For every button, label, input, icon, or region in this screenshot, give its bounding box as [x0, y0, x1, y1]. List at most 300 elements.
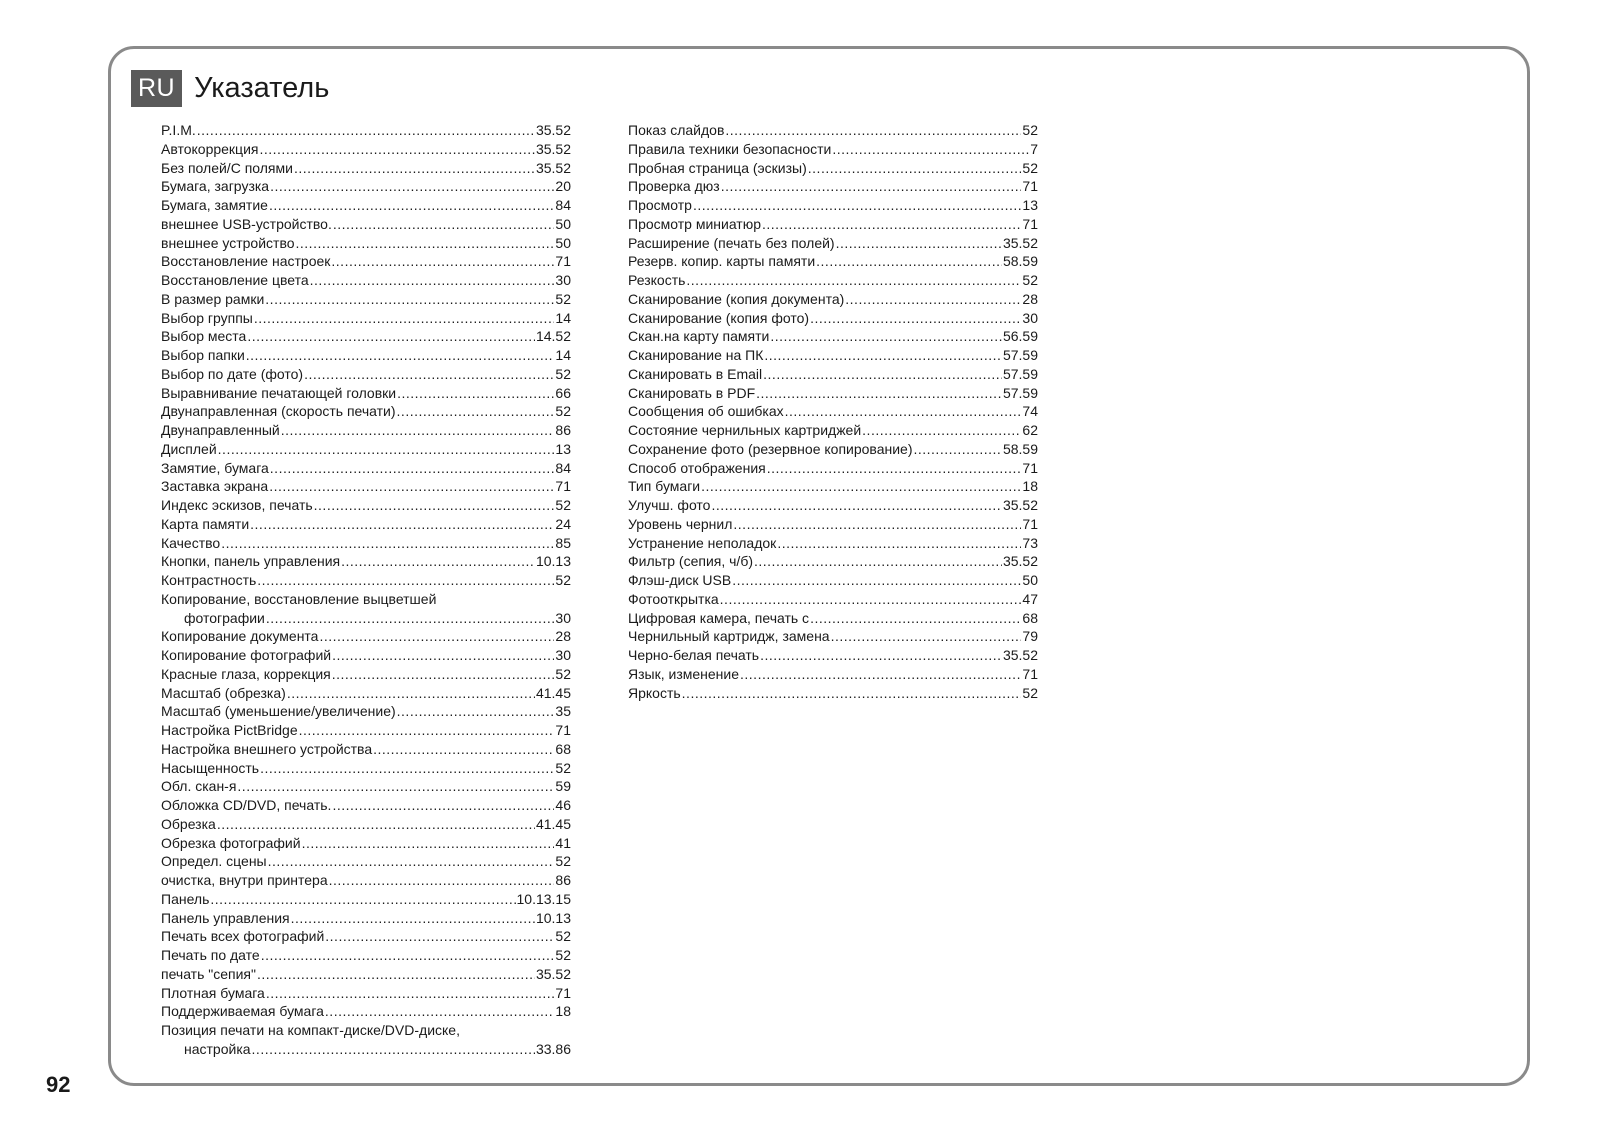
index-entry [161, 965, 571, 984]
leader-dots [294, 159, 535, 178]
index-entry-term: Обрезка фотографий [161, 834, 301, 851]
index-entry-term: Флэш-диск USB [628, 572, 732, 588]
index-entry [628, 646, 1038, 665]
index-entry-page: 71 [555, 984, 571, 1001]
leader-dots [197, 121, 535, 140]
index-entry-page: 18 [555, 1003, 571, 1020]
index-entry-page: 41.45 [535, 684, 571, 701]
index-entry-continuation: фотографии [184, 609, 265, 626]
index-entry-term: Черно-белая печать [628, 647, 760, 663]
index-entry-term: Резерв. копир. карты памяти [628, 253, 816, 270]
leader-dots [329, 871, 555, 890]
index-entry-term: Заставка экрана [161, 478, 269, 495]
index-header [131, 70, 329, 107]
index-entry [161, 815, 571, 834]
index-entry-term: Правила техники безопасности [628, 140, 832, 157]
page-number: 92 [46, 1072, 71, 1097]
index-entry-page: 52 [555, 572, 571, 588]
index-entry-page: 52 [555, 665, 571, 682]
index-entry-page: 13 [555, 440, 571, 457]
index-entry-page: 7 [1030, 140, 1038, 157]
index-entry-term: Настройка внешнего устройства [161, 740, 373, 757]
index-entry-page: 84 [555, 459, 571, 476]
index-entry-page: 58.59 [1002, 440, 1038, 457]
index-entry-page: 84 [555, 197, 571, 213]
index-entry-term: Двунаправленная (скорость печати) [161, 403, 396, 420]
index-entry-term: Качество [161, 534, 221, 551]
leader-dots [314, 496, 555, 515]
index-entry-term: Кнопки, панель управления [161, 553, 341, 570]
index-entry-page: 71 [555, 722, 571, 738]
leader-dots [701, 477, 1021, 496]
index-entry [628, 684, 1038, 703]
index-entry-term: Плотная бумага [161, 984, 265, 1001]
leader-dots [332, 796, 554, 815]
index-entry-page: 56.59 [1002, 328, 1038, 345]
leader-dots [266, 609, 555, 628]
index-entry-page: 52 [1022, 272, 1038, 288]
index-entry-page: 52 [555, 290, 571, 307]
index-entry-term: Состояние чернильных картриджей [628, 422, 862, 438]
index-entry-page: 41.45 [535, 815, 571, 832]
leader-dots [777, 534, 1021, 553]
index-entry [161, 159, 571, 178]
leader-dots [732, 571, 1021, 590]
index-entry-term: Копирование документа [161, 628, 319, 645]
index-entry-page: 50 [555, 234, 571, 251]
leader-dots [831, 627, 1022, 646]
leader-dots [257, 571, 554, 590]
index-entry-page: 52 [555, 853, 571, 870]
index-entry-page: 18 [1022, 478, 1038, 495]
leader-dots [269, 477, 554, 496]
index-entry-page: 20 [555, 178, 571, 195]
leader-dots [332, 646, 554, 665]
index-entry [161, 121, 571, 140]
index-entry [161, 384, 571, 403]
index-entry [161, 327, 571, 346]
leader-dots [740, 665, 1021, 684]
leader-dots [810, 309, 1021, 328]
index-entry-page: 73 [1022, 534, 1038, 551]
index-entry-page: 28 [555, 628, 571, 645]
leader-dots [764, 346, 1002, 365]
leader-dots [257, 965, 535, 984]
index-entry-term: Сообщения об ошибках [628, 403, 784, 420]
index-entry-page: 10.13.15 [516, 890, 571, 907]
index-entry-term: Панель управления [161, 909, 290, 926]
leader-dots [333, 215, 555, 234]
leader-dots [265, 290, 554, 309]
index-entry-term: Обрезка [161, 815, 216, 832]
leader-dots [770, 327, 1002, 346]
index-entry [628, 121, 1038, 140]
index-entry-page: 52 [1022, 159, 1038, 176]
index-entry-page: 47 [1022, 590, 1038, 607]
index-entry-page: 30 [555, 272, 571, 288]
index-entry-page: 14.52 [535, 328, 571, 345]
leader-dots [754, 552, 1002, 571]
index-entry-term: Сканировать в PDF [628, 384, 756, 401]
index-entry-term: Проверка дюз [628, 178, 720, 195]
index-entry [161, 309, 571, 328]
index-entry [628, 327, 1038, 346]
index-entry [628, 159, 1038, 178]
leader-dots [218, 440, 555, 459]
leader-dots [397, 702, 555, 721]
index-entry [628, 665, 1038, 684]
index-entry [161, 477, 571, 496]
index-entry [628, 252, 1038, 271]
index-entry [161, 1040, 571, 1059]
leader-dots [397, 384, 554, 403]
index-entry-page: 52 [1022, 684, 1038, 701]
index-entry-page: 52 [555, 947, 571, 963]
index-entry-term: Цифровая камера, печать с [628, 609, 810, 626]
index-entry-page: 71 [1022, 215, 1038, 232]
index-entry [161, 421, 571, 440]
index-entry [161, 890, 571, 909]
index-entry [628, 590, 1038, 609]
leader-dots [733, 515, 1021, 534]
index-entry [161, 946, 571, 965]
index-entry-page: 35.52 [535, 122, 571, 138]
index-entry-page: 58.59 [1002, 253, 1038, 270]
index-entry-term: Позиция печати на компакт-диске/DVD-диске, [161, 1022, 460, 1038]
index-entry [161, 740, 571, 759]
leader-dots [260, 759, 554, 778]
leader-dots [247, 327, 535, 346]
index-entry-page: 30 [555, 609, 571, 626]
leader-dots [269, 196, 554, 215]
leader-dots [760, 646, 1002, 665]
index-entry-term: Фильтр (сепия, ч/б) [628, 553, 753, 570]
index-entry-term: Сканирование на ПК [628, 347, 764, 363]
language-badge: RU [131, 70, 182, 107]
index-entry [628, 421, 1038, 440]
index-entry-page: 86 [555, 872, 571, 888]
index-entry-term: Копирование фотографий [161, 647, 332, 663]
index-entry [161, 252, 571, 271]
index-entry [628, 365, 1038, 384]
index-entry [628, 459, 1038, 478]
leader-dots [913, 440, 1001, 459]
index-entry-term: Красные глаза, коррекция [161, 665, 331, 682]
index-entry-term: Выбор по дате (фото) [161, 365, 304, 382]
index-entry-term: Резкость [628, 272, 686, 288]
index-entry [161, 365, 571, 384]
index-entry-term: Панель [161, 890, 210, 907]
index-entry-term: Просмотр [628, 197, 692, 213]
index-entry-page: 33.86 [535, 1040, 571, 1057]
leader-dots [287, 684, 535, 703]
index-entry-page: 52 [555, 759, 571, 776]
index-entry-term: Просмотр миниатюр [628, 215, 761, 232]
index-entry [628, 402, 1038, 421]
index-entry-term: Способ отображения [628, 459, 766, 476]
leader-dots [246, 346, 555, 365]
index-entry-term: Яркость [628, 684, 681, 701]
leader-dots [845, 290, 1021, 309]
index-entry [161, 665, 571, 684]
index-entry-term: Сканирование (копия документа) [628, 290, 845, 307]
leader-dots [762, 215, 1021, 234]
index-entry [628, 196, 1038, 215]
index-entry [161, 702, 571, 721]
index-entry-page: 35.52 [535, 140, 571, 157]
index-entry-term: Автокоррекция [161, 140, 259, 157]
leader-dots [808, 159, 1022, 178]
index-entry [161, 459, 571, 478]
index-entry-page: 14 [555, 309, 571, 326]
index-entry [628, 346, 1038, 365]
index-entry-page: 59 [555, 778, 571, 795]
index-entry-page: 35.52 [1002, 553, 1038, 570]
index-entry-page: 85 [555, 534, 571, 551]
leader-dots [221, 534, 554, 553]
page-title: Указатель [194, 72, 330, 104]
leader-dots [763, 365, 1002, 384]
index-entry [161, 571, 571, 590]
index-entry-page: 10.13 [535, 553, 571, 570]
index-entry-term: P.I.M. [161, 122, 196, 138]
index-entry-page: 71 [1022, 459, 1038, 476]
index-entry-page: 57.59 [1002, 347, 1038, 363]
leader-dots [310, 271, 555, 290]
index-entry [628, 552, 1038, 571]
index-entry [628, 571, 1038, 590]
leader-dots [725, 121, 1021, 140]
leader-dots [319, 627, 554, 646]
index-entry-continuation: настройка [184, 1040, 251, 1057]
index-entry-page: 14 [555, 347, 571, 363]
index-entry-term: Копирование, восстановление выцветшей [161, 590, 437, 607]
index-entry [161, 234, 571, 253]
index-entry-page: 86 [555, 422, 571, 438]
index-entry [161, 440, 571, 459]
index-entry-page: 13 [1022, 197, 1038, 213]
index-entry [161, 215, 571, 234]
index-entry-page: 71 [555, 253, 571, 270]
index-entry-term: Индекс эскизов, печать [161, 497, 313, 513]
index-entry-page: 30 [1022, 309, 1038, 326]
index-entry-term: очистка, внутри принтера [161, 872, 328, 888]
leader-dots [296, 234, 555, 253]
index-entry [161, 984, 571, 1003]
index-entry-page: 62 [1022, 422, 1038, 438]
index-entry [161, 627, 571, 646]
leader-dots [210, 890, 515, 909]
index-entry-term: Выравнивание печатающей головки [161, 384, 397, 401]
leader-dots [331, 252, 554, 271]
index-entry-page: 50 [555, 215, 571, 232]
leader-dots [302, 834, 555, 853]
index-entry-page: 30 [555, 647, 571, 663]
index-entry [161, 909, 571, 928]
index-entry [628, 496, 1038, 515]
index-entry [161, 721, 571, 740]
index-entry-term: Пробная страница (эскизы) [628, 159, 807, 176]
leader-dots [261, 946, 555, 965]
index-entry [628, 215, 1038, 234]
index-entry-page: 50 [1022, 572, 1038, 588]
index-entry-page: 71 [555, 478, 571, 495]
index-entry [161, 515, 571, 534]
index-entry [161, 871, 571, 890]
leader-dots [281, 421, 555, 440]
index-entry [161, 496, 571, 515]
index-entry-term: Карта памяти [161, 515, 250, 532]
leader-dots [217, 815, 535, 834]
index-entry-page: 66 [555, 384, 571, 401]
index-entry-term: Обл. скан-я [161, 778, 237, 795]
index-entry-page: 52 [555, 365, 571, 382]
index-entry-term: Расширение (печать без полей) [628, 234, 835, 251]
leader-dots [268, 852, 555, 871]
index-entry-page: 57.59 [1002, 384, 1038, 401]
index-entry-term: печать "сепия" [161, 965, 256, 982]
index-entry-term: Устранение неполадок [628, 534, 777, 551]
index-entry-page: 52 [555, 497, 571, 513]
index-entry-page: 35.52 [535, 965, 571, 982]
index-entry [628, 477, 1038, 496]
index-entry-term: Замятие, бумага [161, 459, 269, 476]
index-entry [161, 402, 571, 421]
leader-dots [397, 402, 555, 421]
index-entry-page: 52 [555, 403, 571, 420]
index-entry [628, 440, 1038, 459]
leader-dots [341, 552, 535, 571]
leader-dots [721, 177, 1022, 196]
index-entry-page: 24 [555, 515, 571, 532]
index-entry-page: 71 [1022, 178, 1038, 195]
leader-dots [832, 140, 1029, 159]
index-entry-page: 52 [555, 928, 571, 945]
index-entry-term: Настройка PictBridge [161, 722, 298, 738]
index-entry-term: Язык, изменение [628, 665, 740, 682]
index-entry-term: В размер рамки [161, 290, 265, 307]
leader-dots [862, 421, 1021, 440]
leader-dots [304, 365, 554, 384]
index-entry [161, 177, 571, 196]
index-entry [161, 684, 571, 703]
leader-dots [325, 1002, 555, 1021]
index-entry-term: Сохранение фото (резервное копирование) [628, 440, 913, 457]
index-entry-page: 71 [1022, 665, 1038, 682]
index-entry-term: внешнее USB-устройство. [161, 215, 332, 232]
index-entry-page: 10.13 [535, 909, 571, 926]
leader-dots [373, 740, 554, 759]
index-entry-term: Восстановление настроек [161, 253, 331, 270]
index-entry-term: Сканирование (копия фото) [628, 309, 810, 326]
index-entry-page: 28 [1022, 290, 1038, 307]
index-entry [161, 290, 571, 309]
leader-dots [785, 402, 1022, 421]
leader-dots [682, 684, 1022, 703]
index-entry [161, 834, 571, 853]
index-column-left [161, 121, 571, 1059]
leader-dots [266, 984, 555, 1003]
index-column-right [628, 121, 1038, 702]
index-entry [628, 140, 1038, 159]
leader-dots [237, 777, 554, 796]
index-entry [161, 927, 571, 946]
index-entry [161, 271, 571, 290]
index-entry [161, 646, 571, 665]
index-entry-term: Выбор папки [161, 347, 245, 363]
leader-dots [686, 271, 1021, 290]
leader-dots [711, 496, 1001, 515]
index-entry [628, 384, 1038, 403]
index-entry [161, 796, 571, 815]
leader-dots [252, 1040, 535, 1059]
index-entry-term: Без полей/С полями [161, 159, 293, 176]
index-entry-term: Улучш. фото [628, 497, 711, 513]
index-entry [628, 534, 1038, 553]
index-entry [161, 1002, 571, 1021]
index-entry-term: Двунаправленный [161, 422, 280, 438]
index-entry [161, 609, 571, 628]
index-entry-page: 79 [1022, 628, 1038, 645]
index-entry-page: 71 [1022, 515, 1038, 532]
index-entry-term: Масштаб (уменьшение/увеличение) [161, 703, 396, 720]
index-entry-page: 52 [1022, 122, 1038, 138]
index-entry-page: 68 [555, 740, 571, 757]
index-entry-page: 35.52 [535, 159, 571, 176]
index-entry-term: Поддерживаемая бумага [161, 1003, 324, 1020]
index-entry-term: Обложка CD/DVD, печать. [161, 797, 332, 813]
index-entry-term: Выбор места [161, 328, 247, 345]
index-entry-term: Сканировать в Email [628, 365, 763, 382]
index-entry-term: Контрастность [161, 572, 257, 588]
index-entry-term: внешнее устройство [161, 234, 295, 251]
index-entry-term: Дисплей [161, 440, 217, 457]
index-entry [161, 777, 571, 796]
index-entry [161, 759, 571, 778]
index-entry [628, 177, 1038, 196]
leader-dots [810, 609, 1021, 628]
index-entry [161, 346, 571, 365]
leader-dots [756, 384, 1002, 403]
index-entry [161, 552, 571, 571]
index-entry-page: 35.52 [1002, 234, 1038, 251]
leader-dots [836, 234, 1002, 253]
index-entry-term: Определ. сцены [161, 853, 267, 870]
index-entry [628, 627, 1038, 646]
index-entry [161, 196, 571, 215]
index-entry [628, 234, 1038, 253]
index-entry [628, 515, 1038, 534]
leader-dots [291, 909, 535, 928]
leader-dots [299, 721, 555, 740]
index-entry-page: 41 [555, 834, 571, 851]
index-entry [628, 309, 1038, 328]
index-entry-page: 68 [1022, 609, 1038, 626]
leader-dots [250, 515, 554, 534]
index-entry-term: Фотооткрытка [628, 590, 719, 607]
index-entry-term: Чернильный картридж, замена [628, 628, 830, 645]
leader-dots [720, 590, 1022, 609]
index-entry-page: 57.59 [1002, 365, 1038, 382]
index-entry-term: Бумага, загрузка [161, 178, 270, 195]
leader-dots [693, 196, 1021, 215]
leader-dots [325, 927, 554, 946]
index-entry-page: 46 [555, 797, 571, 813]
index-entry [628, 290, 1038, 309]
index-entry-term: Печать по дате [161, 947, 260, 963]
index-entry-term: Показ слайдов [628, 122, 725, 138]
index-entry [161, 534, 571, 553]
